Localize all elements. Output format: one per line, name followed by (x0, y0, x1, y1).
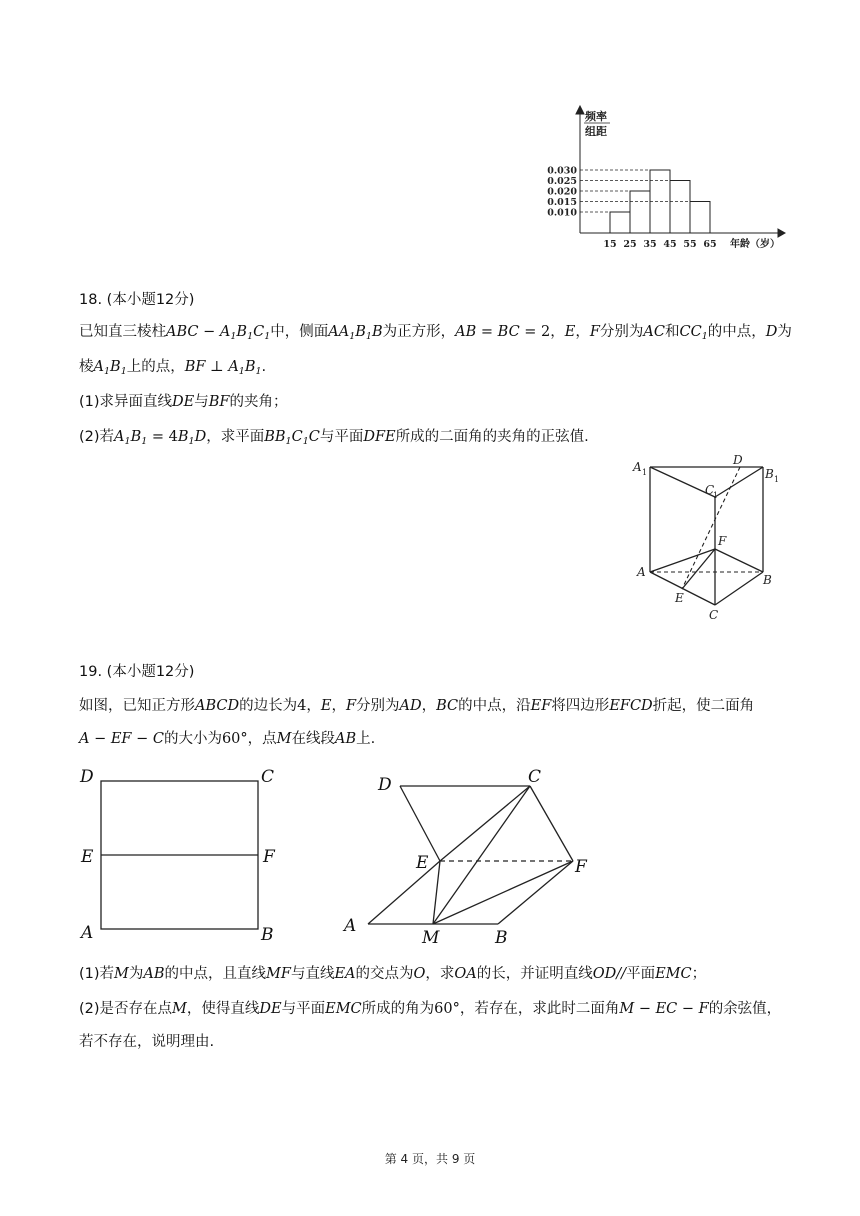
fold-label-d: D (378, 775, 392, 795)
q18-heading: 18. (本小题12分) (79, 292, 195, 308)
hist-xtick-35: 35 (643, 239, 657, 250)
label-a1-sub: 1 (642, 468, 648, 477)
hist-bar-55-65 (690, 202, 710, 234)
sq-label-e: E (81, 847, 94, 867)
label-b1-sub: 1 (774, 475, 780, 484)
q18-line1: 已知直三棱柱ABC − $A_1B_1C_1$中，侧面$AA_1B_1B$为正方形，AB = BC = 2，E，F分别为AC和$CC_1$的中点，D为 (79, 324, 792, 342)
sq-label-f: F (263, 847, 275, 867)
hist-xtick-45: 45 (663, 239, 677, 250)
hist-ylabel-top: 频率 (585, 110, 607, 123)
prism-name: ABC (166, 324, 199, 340)
sq-label-c: C (261, 767, 275, 787)
q19-line2: A − EF − C的大小为60°，点M在线段AB上. (79, 731, 376, 747)
fold-label-c: C (528, 767, 542, 787)
hist-xtick-15: 15 (603, 239, 617, 250)
fold-label-a: A (344, 916, 357, 936)
hist-xtick-25: 25 (623, 239, 637, 250)
label-c1-sub: 1 (713, 491, 719, 500)
label-d: D (733, 453, 743, 467)
hist-xlabel: 年龄（岁） (730, 239, 780, 250)
folded-figure (340, 762, 600, 952)
hist-ytick-0.015: 0.015 (547, 197, 577, 208)
fold-label-m: M (422, 928, 440, 948)
label-b: B (763, 573, 772, 587)
label-a1: A (633, 460, 642, 474)
hist-bar-25-35 (630, 191, 650, 233)
sq-label-d: D (80, 767, 94, 787)
q19-line1: 如图，已知正方形ABCD的边长为4，E，F分别为AD，BC的中点，沿EF将四边形EFCD折起，使二面角 (79, 698, 755, 714)
age-histogram (540, 100, 790, 260)
square-figure (78, 762, 288, 947)
ab-bc-equation: AB (455, 324, 477, 340)
label-e: E (675, 591, 684, 605)
fold-label-f: F (575, 857, 587, 877)
q18-line3: (1)求异面直线DE与BF的夹角； (79, 394, 288, 410)
label-b1: B (765, 467, 774, 481)
sq-label-b: B (261, 925, 274, 945)
label-c: C (709, 608, 719, 622)
fold-label-e: E (416, 853, 429, 873)
hist-xtick-55: 55 (683, 239, 697, 250)
fold-label-b: B (495, 928, 508, 948)
hist-bar-15-25 (610, 212, 630, 233)
q19-heading: 19. (本小题12分) (79, 664, 195, 680)
q19-line4: (2)是否存在点M，使得直线DE与平面EMC所成的角为60°，若存在，求此时二面角M − EC − F的余弦值， (79, 1001, 782, 1017)
q19-line3: (1)若M为AB的中点，且直线MF与直线EA的交点为O，求OA的长，并证明直线OD//平面EMC； (79, 966, 707, 982)
label-f: F (718, 534, 727, 548)
page-footer: 第 4 页，共 9 页 (384, 1152, 476, 1166)
hist-ytick-0.010: 0.010 (547, 207, 577, 219)
hist-ytick-0.030: 0.030 (547, 165, 577, 177)
hist-bar-45-55 (670, 181, 690, 234)
hist-x-arrow (778, 229, 785, 237)
hist-ylabel-bottom: 组距 (585, 125, 607, 138)
hist-ytick-0.020: 0.020 (547, 186, 577, 198)
q18-line4: (2)若$A_1B_1 = 4B_1D$，求平面$BB_1C_1C$与平面DFE所成的二面角的夹角的正弦值. (79, 429, 589, 447)
hist-y-arrow (576, 106, 584, 114)
hist-xtick-65: 65 (703, 239, 717, 250)
label-c1: C (705, 483, 715, 497)
prism-figure (625, 452, 795, 627)
label-a: A (637, 565, 646, 579)
hist-ytick-0.025: 0.025 (547, 176, 577, 187)
q19-line5: 若不存在，说明理由. (79, 1034, 215, 1050)
sq-label-a: A (81, 923, 94, 943)
q18-line2: 棱$A_1B_1$上的点，BF ⊥ $A_1B_1$. (79, 359, 267, 377)
